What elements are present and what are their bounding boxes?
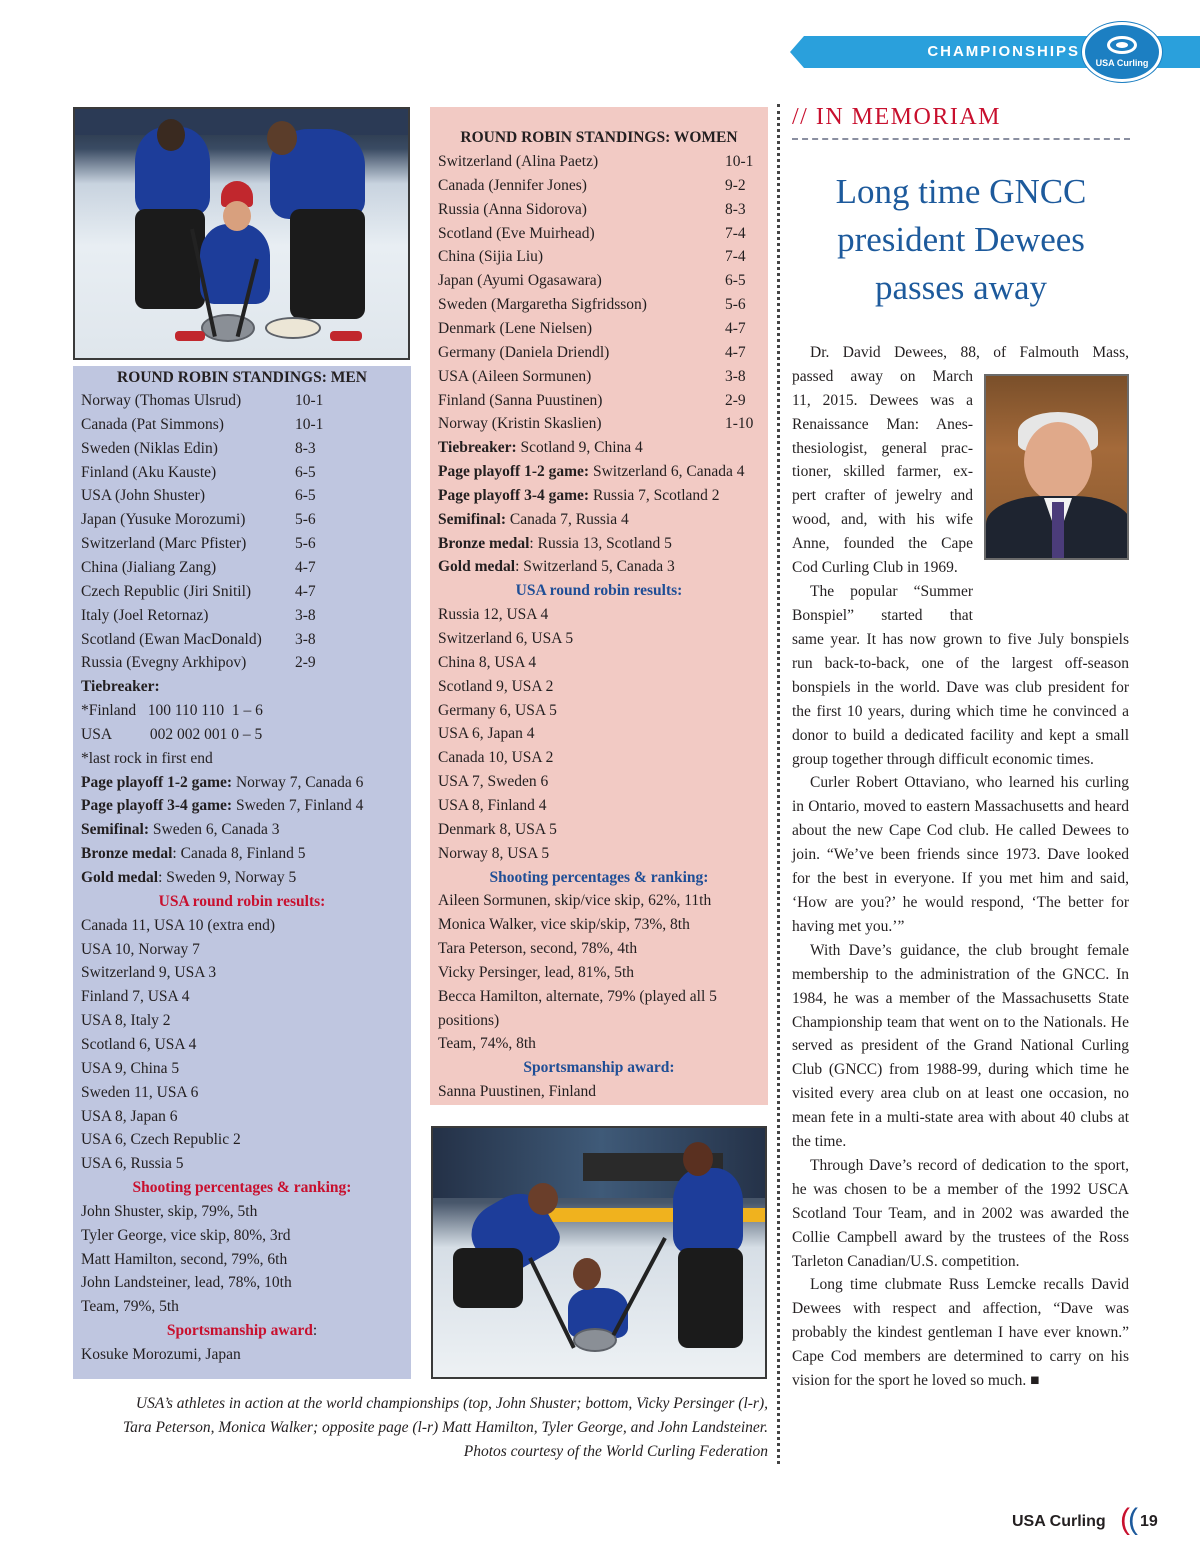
women-standings-title: ROUND ROBIN STANDINGS: WOMEN xyxy=(460,129,738,146)
standing-team: USA (John Shuster) xyxy=(81,487,206,505)
standing-record: 3-8 xyxy=(295,606,316,624)
playoff-result-score: Sweden 7, Finland 4 xyxy=(232,797,364,815)
standing-record: 8-3 xyxy=(295,439,316,457)
section-rule xyxy=(792,138,1130,140)
headline-line-3: passes away xyxy=(874,268,1048,307)
standing-team: China (Sijia Liu) xyxy=(438,248,544,266)
usa-result: Canada 10, USA 2 xyxy=(438,749,554,767)
usa-result: China 8, USA 4 xyxy=(438,653,537,671)
article-line: tioner, skilled farmer, ex- xyxy=(792,463,973,481)
standing-record: 9-2 xyxy=(725,176,746,194)
usa-result: USA 7, Sweden 6 xyxy=(438,773,549,791)
standing-team: Denmark (Lene Nielsen) xyxy=(438,319,593,337)
shooting-line: Matt Hamilton, second, 79%, 6th xyxy=(81,1250,288,1268)
standing-record: 10-1 xyxy=(725,153,754,170)
article-line: Bonspiel” started that xyxy=(792,606,973,624)
standing-team: Finland (Aku Kauste) xyxy=(81,463,217,481)
usa-result: USA 6, Czech Republic 2 xyxy=(81,1131,241,1149)
article-line: passed away on March xyxy=(792,367,973,385)
playoff-result xyxy=(438,460,744,484)
tiebreaker-line: USA 002 002 001 0 – 5 xyxy=(81,725,263,743)
article-body xyxy=(792,628,1129,1393)
usa-result: Germany 6, USA 5 xyxy=(438,701,557,719)
standing-team: Russia (Anna Sidorova) xyxy=(438,200,587,218)
page-footer xyxy=(1000,1503,1165,1543)
sportsmanship-colon: : xyxy=(312,1322,318,1340)
usa-result: Switzerland 6, USA 5 xyxy=(438,630,574,647)
playoff-result-score: Scotland 9, China 4 xyxy=(516,439,643,457)
article-line: Cod Curling Club in 1969. xyxy=(792,559,958,577)
article-line: Renaissance Man: Anes- xyxy=(792,415,973,433)
playoff-result-label: Page playoff 3-4 game: xyxy=(81,797,233,815)
footer-ornament-red: ( xyxy=(1120,1503,1130,1536)
usa-result: USA 8, Japan 6 xyxy=(81,1107,178,1125)
caption-line-2: Tara Peterson, Monica Walker; opposite page (l-r) Matt Hamilton, Tyler George, and John Landsteiner. xyxy=(122,1419,768,1436)
sportsmanship-winner: Kosuke Morozumi, Japan xyxy=(81,1346,241,1363)
usa-result: Finland 7, USA 4 xyxy=(81,988,190,1006)
standing-team: Sweden (Niklas Edin) xyxy=(81,439,218,457)
article-paragraph: Long time clubmate Russ Lemcke recalls David Dewees with respect and affection, “Dave was probably the kindest gentleman I have ever known.” Cape Cod members are determined to carry on his vision for the sport he loved so much. ■ xyxy=(792,1276,1129,1390)
article-paragraph: same year. It has now grown to five July bonspiels run back-to-back, one of the largest off-season bonspiels in the world. Dave was club president for the first 10 years, during which time he convinced a donor to build a dedicated facility and kept a small group together through difficult economic times. xyxy=(792,631,1129,768)
headline-line-2: president Dewees xyxy=(837,220,1085,259)
standing-team: Japan (Ayumi Ogasawara) xyxy=(438,272,602,290)
standing-team: Switzerland (Alina Paetz) xyxy=(438,153,599,170)
standing-record: 2-9 xyxy=(295,654,316,672)
standing-record: 3-8 xyxy=(725,367,746,385)
tiebreaker-heading: Tiebreaker: xyxy=(81,678,160,696)
standing-record: 6-5 xyxy=(725,272,746,290)
shooting-line: John Landsteiner, lead, 78%, 10th xyxy=(81,1274,292,1292)
playoff-result xyxy=(81,842,305,866)
usa-result: Scotland 6, USA 4 xyxy=(81,1035,197,1053)
standing-record: 2-9 xyxy=(725,391,746,409)
shooting-line: Tyler George, vice skip, 80%, 3rd xyxy=(81,1226,291,1244)
standing-team: Norway (Kristin Skaslien) xyxy=(438,415,602,433)
playoff-result-score: : Russia 13, Scotland 5 xyxy=(529,534,672,552)
standing-team: Canada (Pat Simmons) xyxy=(81,415,224,433)
sportsmanship-title: Sportsmanship award xyxy=(166,1322,313,1340)
usa-result: Russia 12, USA 4 xyxy=(438,606,549,624)
standing-team: Germany (Daniela Driendl) xyxy=(438,343,610,361)
standing-team: Sweden (Margaretha Sigfridsson) xyxy=(438,296,647,314)
playoff-result-label: Bronze medal xyxy=(81,845,173,863)
article-line: Dr. David Dewees, 88, of Falmouth Mass, xyxy=(810,344,1129,361)
playoff-result xyxy=(81,866,296,890)
photo-caption xyxy=(60,1392,768,1464)
playoff-result-score: : Switzerland 5, Canada 3 xyxy=(515,558,675,576)
playoff-result xyxy=(438,436,643,460)
standing-record: 8-3 xyxy=(725,200,746,218)
standing-record: 1-10 xyxy=(725,415,754,433)
usa-result: Denmark 8, USA 5 xyxy=(438,820,557,838)
standing-record: 6-5 xyxy=(295,463,316,481)
logo-text: USA Curling xyxy=(1095,58,1149,68)
standing-record: 10-1 xyxy=(295,392,324,409)
shooting-line: Vicky Persinger, lead, 81%, 5th xyxy=(438,963,635,981)
article-line: 11, 2015. Dewees was a xyxy=(792,391,973,409)
playoff-result xyxy=(438,484,720,508)
article-paragraph: Curler Robert Ottaviano, who learned his curling in Ontario, moved to eastern Massachusetts and heard about the new Cape Cod club. He called Dewees to join. “We’ve been friends since 1973. Dave looked for the best in everyone. If you met him and said, ‘How are you?’ he would respond, ‘The better for having met you.’” xyxy=(792,774,1129,935)
page-number: 19 xyxy=(1140,1513,1158,1530)
playoff-result-score: Canada 7, Russia 4 xyxy=(506,510,629,528)
usa-results-heading: USA round robin results: xyxy=(515,582,683,600)
headline-line-1: Long time GNCC xyxy=(835,172,1087,211)
standing-record: 7-4 xyxy=(725,248,746,266)
standing-team: Scotland (Eve Muirhead) xyxy=(438,224,595,242)
playoff-result-label: Semifinal: xyxy=(438,510,507,528)
article-line: Anne, founded the Cape xyxy=(792,535,973,553)
standing-team: Scotland (Ewan MacDonald) xyxy=(81,630,262,648)
playoff-result-label: Semifinal: xyxy=(81,821,150,839)
usa-result: USA 6, Russia 5 xyxy=(81,1155,184,1173)
tiebreaker-line: *last rock in first end xyxy=(81,749,213,767)
standing-team: Switzerland (Marc Pfister) xyxy=(81,535,247,553)
section-label: // IN MEMORIAM xyxy=(792,104,1002,130)
standing-record: 4-7 xyxy=(295,558,316,576)
sportsmanship-winner: Sanna Puustinen, Finland xyxy=(438,1083,597,1101)
standing-record: 4-7 xyxy=(725,319,746,337)
standing-team: Canada (Jennifer Jones) xyxy=(438,176,587,194)
standing-record: 5-6 xyxy=(295,511,316,529)
shooting-line: Aileen Sormunen, skip/vice skip, 62%, 11th xyxy=(438,892,712,910)
section-title: CHAMPIONSHIPS xyxy=(927,43,1080,60)
playoff-result-label: Page playoff 1-2 game: xyxy=(81,773,233,791)
playoff-result-label: Page playoff 1-2 game: xyxy=(438,463,590,481)
caption-credit: Photos courtesy of the World Curling Federation xyxy=(463,1443,768,1460)
playoff-result xyxy=(81,818,279,842)
standing-record: 4-7 xyxy=(725,343,746,361)
playoff-result-label: Gold medal xyxy=(438,558,516,576)
standing-team: Norway (Thomas Ulsrud) xyxy=(81,392,242,409)
standing-team: Finland (Sanna Puustinen) xyxy=(438,391,603,409)
column-divider xyxy=(777,104,780,1464)
magazine-name: USA Curling xyxy=(1012,1513,1106,1530)
shooting-line: Becca Hamilton, alternate, 79% (played all 5 xyxy=(438,987,717,1005)
shooting-line: Tara Peterson, second, 78%, 4th xyxy=(438,940,638,958)
footer-ornament-blue: ( xyxy=(1128,1503,1138,1536)
usa-result: Sweden 11, USA 6 xyxy=(81,1083,199,1101)
playoff-result-label: Gold medal xyxy=(81,869,159,886)
playoff-result xyxy=(438,508,629,532)
playoff-result-label: Tiebreaker: xyxy=(438,439,517,457)
article-paragraph: With Dave’s guidance, the club brought female membership to the administration of the GNCC. In 1984, he was a member of the Massachusetts State Championship team that went on to the Nationals. He served as president of the Grand National Curling Club (GNCC) from 1988-99, during which time he visited every area club on at least one occasion, no mean fete in a multi-state area with about 40 clubs at the time. xyxy=(792,941,1129,1151)
article-line: thesiologist, general prac- xyxy=(792,439,973,457)
standing-record: 6-5 xyxy=(295,487,316,505)
usa-results-heading: USA round robin results: xyxy=(158,892,326,910)
playoff-result-label: Bronze medal xyxy=(438,534,530,552)
usa-result: Canada 11, USA 10 (extra end) xyxy=(81,916,275,934)
playoff-result-score: Russia 7, Scotland 2 xyxy=(589,486,720,504)
playoff-result xyxy=(438,532,672,556)
playoff-result xyxy=(438,555,675,579)
shooting-heading: Shooting percentages & ranking: xyxy=(489,868,709,886)
article-line: The popular “Summer xyxy=(810,582,973,600)
shooting-line: Team, 79%, 5th xyxy=(81,1298,179,1316)
article-line: pert crafter of jewelry and xyxy=(792,487,973,505)
usa-result: USA 9, China 5 xyxy=(81,1059,180,1077)
standing-team: USA (Aileen Sormunen) xyxy=(438,367,592,385)
usa-result: USA 8, Finland 4 xyxy=(438,796,547,814)
playoff-result-label: Page playoff 3-4 game: xyxy=(438,486,590,504)
standing-team: Japan (Yusuke Morozumi) xyxy=(81,511,246,529)
usa-result: Scotland 9, USA 2 xyxy=(438,677,554,695)
shooting-line: positions) xyxy=(438,1011,500,1029)
usa-result: Norway 8, USA 5 xyxy=(438,844,550,862)
standing-team: Italy (Joel Retornaz) xyxy=(81,606,209,624)
article-paragraph: Through Dave’s record of dedication to the sport, he was chosen to be a member of the 1992 USCA Scotland Tour Team, and in 2002 was awarded the Collie Campbell award by the trustees of the Ross Tarleton Canadian/U.S. competition. xyxy=(792,1156,1129,1270)
standing-record: 7-4 xyxy=(725,224,746,242)
shooting-heading: Shooting percentages & ranking: xyxy=(132,1179,352,1197)
shooting-line: Team, 74%, 8th xyxy=(438,1035,536,1053)
tiebreaker-line: *Finland 100 110 110 1 – 6 xyxy=(81,702,263,720)
playoff-result-score: Norway 7, Canada 6 xyxy=(232,773,364,791)
standing-record: 10-1 xyxy=(295,415,324,433)
article-intro xyxy=(792,341,1129,628)
article-line: wood, and, with his wife xyxy=(792,511,973,529)
photo-women-team xyxy=(431,1126,767,1379)
curling-stone-icon xyxy=(1107,36,1137,54)
sportsmanship-title: Sportsmanship award: xyxy=(523,1059,675,1077)
playoff-result-score: : Sweden 9, Norway 5 xyxy=(158,869,297,886)
standing-record: 5-6 xyxy=(725,296,746,314)
usa-curling-logo xyxy=(1082,22,1162,82)
men-standings-title: ROUND ROBIN STANDINGS: MEN xyxy=(117,369,367,386)
shooting-line: Monica Walker, vice skip/skip, 73%, 8th xyxy=(438,916,690,934)
standing-team: China (Jialiang Zang) xyxy=(81,558,217,576)
playoff-result-score: : Canada 8, Finland 5 xyxy=(172,845,306,863)
usa-result: USA 8, Italy 2 xyxy=(81,1012,171,1030)
playoff-result xyxy=(81,771,363,795)
caption-line-1: USA’s athletes in action at the world championships (top, John Shuster; bottom, Vicky Persinger (l-r), xyxy=(135,1395,768,1412)
playoff-result-score: Sweden 6, Canada 3 xyxy=(149,821,280,839)
standing-team: Russia (Evegny Arkhipov) xyxy=(81,654,247,672)
standing-record: 3-8 xyxy=(295,630,316,648)
usa-result: USA 6, Japan 4 xyxy=(438,725,535,743)
shooting-line: John Shuster, skip, 79%, 5th xyxy=(81,1202,258,1220)
playoff-result-score: Switzerland 6, Canada 4 xyxy=(589,463,745,481)
playoff-result xyxy=(81,794,363,818)
photo-men-team xyxy=(73,107,410,360)
sportsmanship-heading xyxy=(73,1319,411,1343)
standing-record: 4-7 xyxy=(295,582,316,600)
standing-record: 5-6 xyxy=(295,535,316,553)
article-headline xyxy=(792,168,1130,312)
standing-team: Czech Republic (Jiri Snitil) xyxy=(81,582,252,600)
usa-result: Switzerland 9, USA 3 xyxy=(81,964,217,982)
usa-result: USA 10, Norway 7 xyxy=(81,940,200,958)
